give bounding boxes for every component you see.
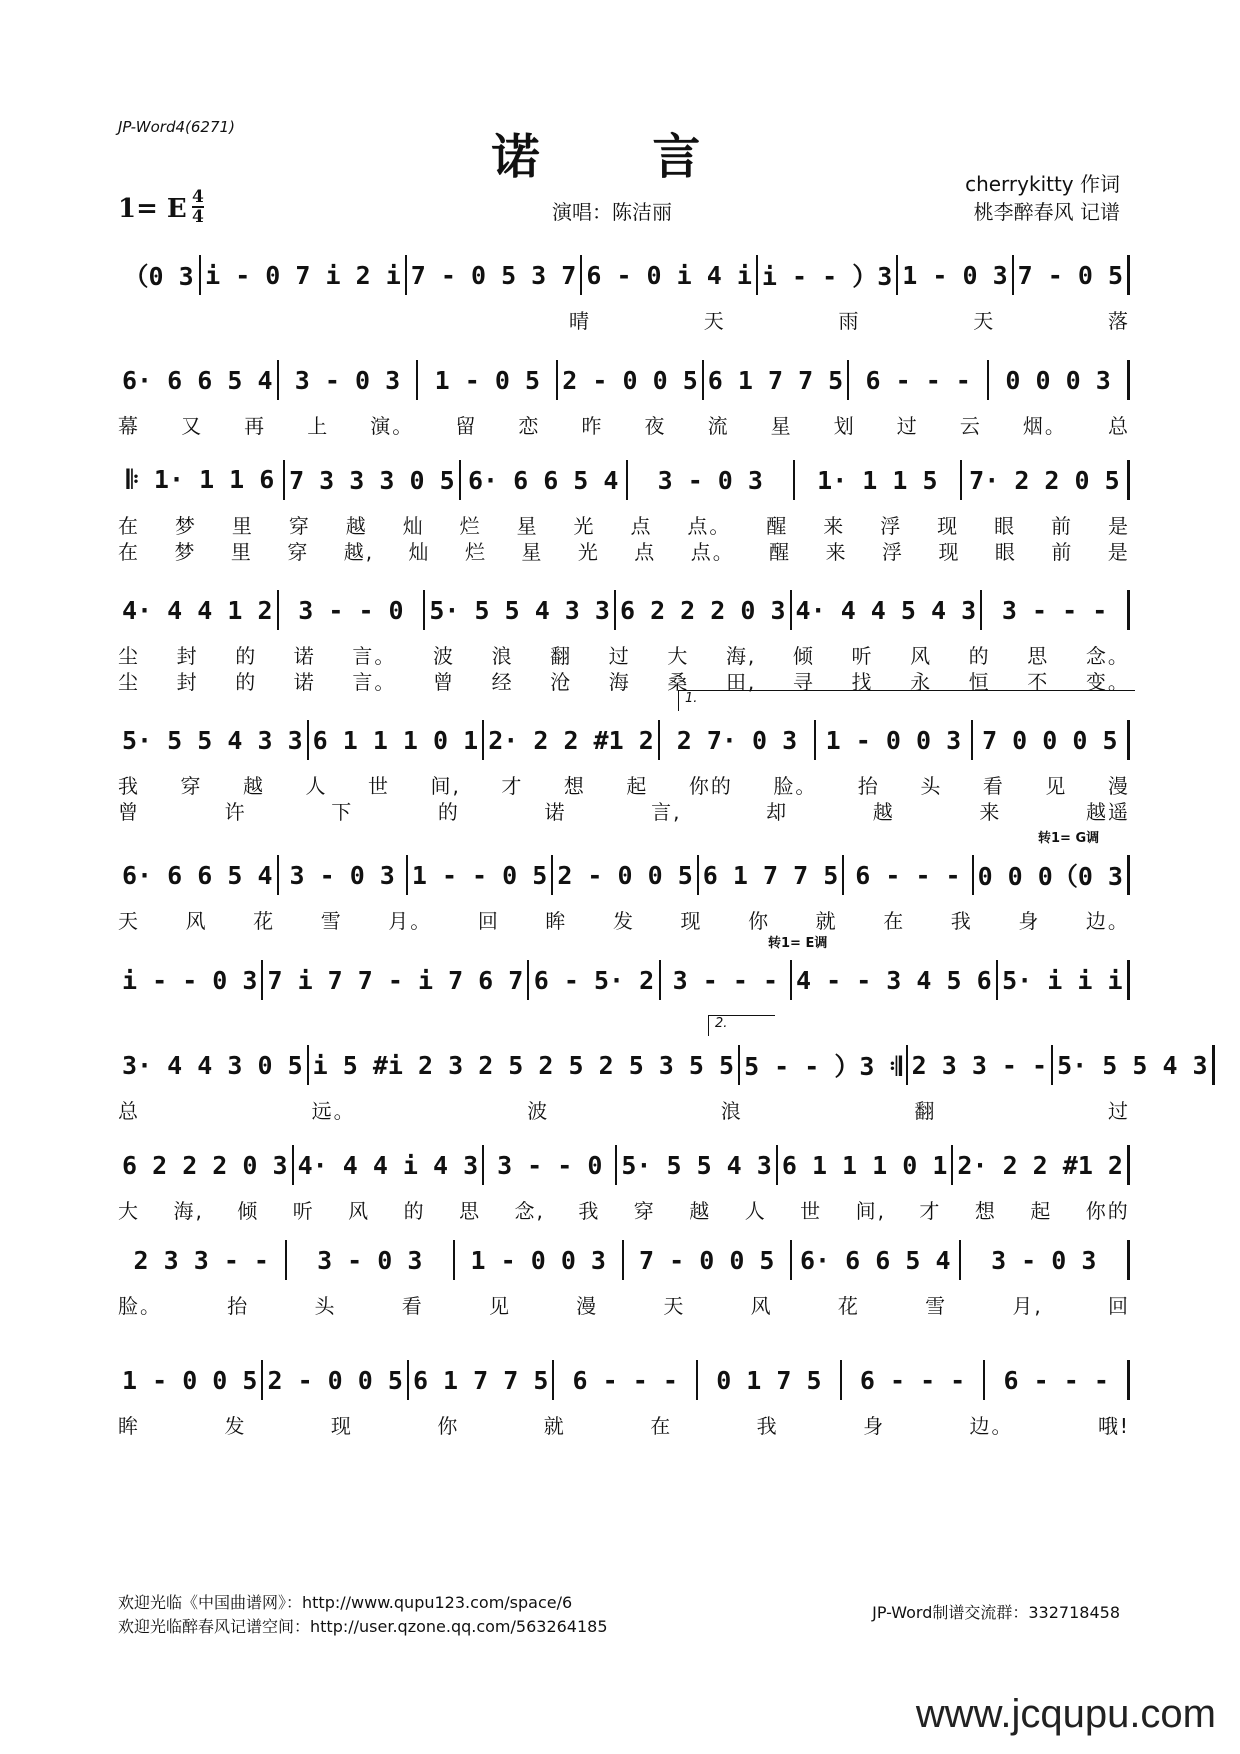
lyric-syllable: 就 <box>543 1414 566 1438</box>
lyric-syllable: 变。 <box>1085 670 1130 694</box>
measure: 3 - 0 3 <box>961 1240 1131 1280</box>
volta-bracket: 2. <box>708 1015 775 1036</box>
lyric-line-1 <box>118 1410 1130 1439</box>
lyric-syllable: 头 <box>920 774 943 798</box>
lyric-syllable: 你的 <box>1085 1199 1130 1223</box>
lyric-syllable: 浪 <box>720 1099 743 1123</box>
lyric-syllable: 恋 <box>518 414 541 438</box>
lyric-syllable: 穿 <box>180 774 203 798</box>
lyric-syllable: 倾 <box>237 1199 260 1223</box>
lyric-syllable: 点 <box>630 514 653 538</box>
footer-link-1: 欢迎光临《中国曲谱网》：http://www.qupu123.com/space/6 <box>118 1593 573 1612</box>
lyric-syllable: 天 <box>973 309 996 333</box>
lyric-syllable: 天 <box>663 1294 686 1318</box>
lyric-syllable: 眸 <box>545 909 568 933</box>
measure: 5· 5 5 4 3 3 <box>118 720 309 760</box>
measure: 0 0 0（0 3 <box>974 855 1130 895</box>
lyric-syllable: 间, <box>430 774 461 798</box>
lyric-syllable: 起 <box>626 774 649 798</box>
measure: 7 0 0 0 5 <box>973 720 1130 760</box>
modulation-mark: 转1= E调 <box>768 936 828 951</box>
footer-link-2: 欢迎光临醉春风记谱空间：http://user.qzone.qq.com/563264185 <box>118 1617 608 1636</box>
lyric-syllable: 过 <box>896 414 919 438</box>
measure: 7 3 3 3 0 5 <box>285 460 461 500</box>
lyric-syllable: 波 <box>527 1099 550 1123</box>
lyric-syllable: 烂 <box>459 514 482 538</box>
lyric-syllable: 回 <box>477 909 500 933</box>
measure: 2 3 3 - - <box>908 1045 1053 1085</box>
lyric-syllable: 发 <box>612 909 635 933</box>
lyric-line-1 <box>118 1095 1130 1124</box>
lyric-syllable: 见 <box>1045 774 1068 798</box>
measure: 6· 6 6 5 4 <box>118 360 279 400</box>
measure: 3 - - - <box>982 590 1130 630</box>
measure: 2 - 0 0 5 <box>558 360 703 400</box>
lyric-syllable: 大 <box>118 1199 140 1223</box>
lyric-syllable: 风 <box>750 1294 773 1318</box>
lyric-syllable: 越 <box>689 1199 712 1223</box>
footer-group: JP-Word制谱交流群：332718458 <box>872 1603 1120 1622</box>
measure: 2· 2 2 #1 2 <box>484 720 660 760</box>
lyric-syllable: 沧 <box>550 670 573 694</box>
lyric-syllable: 身 <box>1018 909 1041 933</box>
arranger-credit: 桃李醉春风 记谱 <box>973 200 1120 224</box>
lyric-syllable: 在 <box>650 1414 673 1438</box>
measure: 1 - 0 0 3 <box>455 1240 624 1280</box>
measure: 0 1 7 5 <box>698 1360 842 1400</box>
lyric-syllable: 经 <box>491 670 514 694</box>
lyric-syllable: 思 <box>1027 644 1050 668</box>
lyric-line-2 <box>118 796 1130 825</box>
lyric-syllable: 漫 <box>576 1294 599 1318</box>
lyric-syllable: 点。 <box>690 540 735 564</box>
notation-line <box>118 960 1130 1000</box>
lyric-syllable: 人 <box>744 1199 767 1223</box>
lyric-syllable: 就 <box>815 909 838 933</box>
measure: 6 2 2 2 0 3 <box>616 590 792 630</box>
measure: 2 3 3 - - <box>118 1240 287 1280</box>
lyric-line-1 <box>118 410 1130 439</box>
lyric-syllable: 封 <box>176 670 199 694</box>
lyric-syllable: 下 <box>331 800 354 824</box>
lyric-syllable: 点。 <box>687 514 732 538</box>
lyric-syllable: 晴 <box>569 309 591 333</box>
lyric-syllable: 看 <box>982 774 1005 798</box>
lyric-line-1 <box>118 770 1130 799</box>
lyric-syllable: 再 <box>244 414 267 438</box>
measure: 3 - 0 3 <box>279 855 408 895</box>
lyric-syllable: 边。 <box>969 1414 1014 1438</box>
lyric-syllable: 夜 <box>644 414 667 438</box>
lyric-syllable: 言。 <box>352 644 397 668</box>
measure: 5· 5 5 4 3 <box>617 1145 778 1185</box>
lyric-syllable: 永 <box>910 670 933 694</box>
lyric-syllable: 越 <box>872 800 895 824</box>
lyric-syllable: 发 <box>224 1414 247 1438</box>
lyric-syllable: 又 <box>181 414 204 438</box>
lyric-syllable: 灿 <box>402 514 425 538</box>
lyric-syllable: 起 <box>1030 1199 1053 1223</box>
measure: （0 3 <box>118 255 201 295</box>
notation-line <box>118 460 1130 500</box>
measure: 4· 4 4 i 4 3 <box>294 1145 485 1185</box>
lyric-syllable: 演。 <box>370 414 415 438</box>
lyric-line-1 <box>118 510 1130 539</box>
measure: 6 - - - <box>554 1360 698 1400</box>
measure: 6 1 1 1 0 1 <box>309 720 485 760</box>
lyric-syllable: 想 <box>974 1199 997 1223</box>
lyric-syllable: 间, <box>855 1199 886 1223</box>
lyricist-credit: cherrykitty 作词 <box>965 172 1120 196</box>
measure: 6 - 0 i 4 i <box>582 255 758 295</box>
lyric-syllable: 尘 <box>118 670 140 694</box>
measure: 6 1 7 7 5 <box>409 1360 554 1400</box>
lyric-syllable: 风 <box>185 909 208 933</box>
lyric-syllable: 灿 <box>408 540 431 564</box>
lyric-syllable: 前 <box>1051 540 1074 564</box>
measure: 1 - 0 0 5 <box>118 1360 263 1400</box>
measure: 3· 4 4 3 0 5 <box>118 1045 309 1085</box>
song-title: 诺 言 <box>491 129 749 185</box>
lyric-syllable: 许 <box>224 800 247 824</box>
lyric-syllable: 抬 <box>857 774 880 798</box>
lyric-syllable: 越, <box>343 540 375 564</box>
lyric-syllable: 你 <box>748 909 771 933</box>
lyric-syllable: 身 <box>863 1414 886 1438</box>
measure: 2 - 0 0 5 <box>263 1360 408 1400</box>
notation-line <box>118 255 1130 295</box>
lyric-syllable: 前 <box>1051 514 1073 538</box>
measure: i 5 #i 2 3 2 5 2 5 2 5 3 5 5 <box>309 1045 740 1085</box>
lyric-syllable: 却 <box>766 800 789 824</box>
measure: 7 - 0 0 5 <box>624 1240 793 1280</box>
measure: 4 - - 3 4 5 6 <box>792 960 998 1000</box>
lyric-syllable: 才 <box>501 774 524 798</box>
measure: 2 7· 0 3 <box>660 720 816 760</box>
lyric-line-1 <box>118 305 1130 334</box>
lyric-syllable: 我 <box>756 1414 779 1438</box>
lyric-syllable: 诺 <box>293 644 316 668</box>
lyric-syllable: 言, <box>651 800 682 824</box>
lyric-syllable: 的 <box>235 670 258 694</box>
lyric-syllable: 总 <box>118 1099 140 1123</box>
lyric-syllable: 星 <box>521 540 544 564</box>
lyric-syllable: 现 <box>680 909 703 933</box>
lyric-syllable: 现 <box>938 540 961 564</box>
lyric-syllable: 才 <box>919 1199 942 1223</box>
lyric-syllable: 风 <box>348 1199 371 1223</box>
lyric-syllable: 曾 <box>118 800 140 824</box>
measure: 1 - 0 3 <box>898 255 1013 295</box>
measure: 3 - - 0 <box>279 590 426 630</box>
lyric-syllable: 找 <box>851 670 874 694</box>
lyric-syllable: 穿 <box>633 1199 656 1223</box>
measure: 6· 6 6 5 4 <box>792 1240 961 1280</box>
lyric-syllable: 听 <box>851 644 874 668</box>
lyric-syllable: 昨 <box>581 414 604 438</box>
measure: 0 0 0 3 <box>989 360 1130 400</box>
lyric-syllable: 云 <box>959 414 982 438</box>
lyric-syllable: 划 <box>833 414 856 438</box>
lyric-syllable: 看 <box>401 1294 424 1318</box>
lyric-syllable: 天 <box>703 309 726 333</box>
lyric-line-1 <box>118 1195 1130 1224</box>
lyric-syllable: 星 <box>516 514 539 538</box>
notation-line <box>118 1045 1208 1085</box>
lyric-syllable: 花 <box>837 1294 860 1318</box>
lyric-syllable: 浪 <box>491 644 514 668</box>
measure: 6· 6 6 5 4 <box>461 460 628 500</box>
measure: 6 1 7 7 5 <box>704 360 849 400</box>
lyric-syllable: 烟。 <box>1022 414 1067 438</box>
lyric-syllable: 烂 <box>464 540 487 564</box>
lyric-syllable: 人 <box>305 774 328 798</box>
lyric-syllable: 点 <box>634 540 657 564</box>
lyric-syllable: 光 <box>577 540 600 564</box>
lyric-syllable: 过 <box>1107 1099 1130 1123</box>
measure: 5 - - ）3 𝄇 <box>740 1045 908 1085</box>
time-signature-bottom: 4 <box>192 207 204 227</box>
measure: 6 - - - <box>849 360 989 400</box>
lyric-syllable: 雨 <box>838 309 861 333</box>
lyric-syllable: 回 <box>1107 1294 1130 1318</box>
lyric-syllable: 现 <box>330 1414 353 1438</box>
lyric-syllable: 留 <box>455 414 478 438</box>
notation-line <box>118 1145 1130 1185</box>
lyric-syllable: 月, <box>1012 1294 1043 1318</box>
measure: 2 - 0 0 5 <box>553 855 698 895</box>
measure: 6 - - - <box>985 1360 1130 1400</box>
lyric-syllable: 倾 <box>792 644 815 668</box>
measure: 4· 4 4 5 4 3 <box>792 590 983 630</box>
lyric-syllable: 是 <box>1107 540 1130 564</box>
measure: 1 - 0 0 3 <box>816 720 972 760</box>
lyric-syllable: 眼 <box>994 540 1017 564</box>
lyric-line-2 <box>118 536 1130 565</box>
lyric-syllable: 诺 <box>544 800 567 824</box>
measure: 6 - 5· 2 <box>529 960 660 1000</box>
notation-line <box>118 1360 1130 1400</box>
lyric-syllable: 花 <box>253 909 276 933</box>
measure: 5· i i i <box>998 960 1130 1000</box>
lyric-syllable: 思 <box>459 1199 482 1223</box>
lyric-line-1 <box>118 1290 1130 1319</box>
lyric-syllable: 边。 <box>1085 909 1130 933</box>
lyric-syllable: 是 <box>1107 514 1130 538</box>
notation-line <box>118 720 1130 760</box>
lyric-syllable: 的 <box>403 1199 426 1223</box>
lyric-syllable: 海, <box>173 1199 204 1223</box>
measure: 7· 2 2 0 5 <box>962 460 1130 500</box>
key-signature: 1= E <box>118 194 187 224</box>
lyric-syllable: 越 <box>345 514 368 538</box>
modulation-mark: 转1= G调 <box>1038 831 1100 846</box>
lyric-syllable: 总 <box>1107 414 1130 438</box>
lyric-syllable: 田, <box>725 670 757 694</box>
lyric-syllable: 上 <box>307 414 330 438</box>
lyric-syllable: 大 <box>667 644 690 668</box>
lyric-syllable: 诺 <box>293 670 316 694</box>
measure: 3 - 0 3 <box>628 460 795 500</box>
lyric-syllable: 眸 <box>118 1414 140 1438</box>
lyric-syllable: 我 <box>118 774 140 798</box>
notation-line <box>118 360 1130 400</box>
lyric-syllable: 念, <box>514 1199 545 1223</box>
measure: 5· 5 5 4 3 <box>1053 1045 1215 1085</box>
measure: 7 i 7 7 - i 7 6 7 <box>263 960 529 1000</box>
measure: 4· 4 4 1 2 <box>118 590 279 630</box>
measure: 𝄆 1· 1 1 6 <box>118 460 285 500</box>
measure: 7 - 0 5 3 7 <box>407 255 583 295</box>
lyric-syllable: 浮 <box>880 514 903 538</box>
lyric-syllable: 尘 <box>118 644 140 668</box>
measure: 6· 6 6 5 4 <box>118 855 279 895</box>
measure: 3 - 0 3 <box>287 1240 456 1280</box>
lyric-syllable: 你 <box>437 1414 460 1438</box>
lyric-syllable: 远。 <box>311 1099 356 1123</box>
measure: 6 1 7 7 5 <box>699 855 844 895</box>
lyric-syllable: 头 <box>314 1294 337 1318</box>
lyric-syllable: 醒 <box>769 540 792 564</box>
lyric-syllable: 见 <box>488 1294 511 1318</box>
lyric-syllable: 在 <box>118 514 140 538</box>
time-signature-top: 4 <box>192 187 204 207</box>
lyric-syllable: 漫 <box>1107 774 1130 798</box>
measure: i - - ）3 <box>758 255 898 295</box>
measure: 6 1 1 1 0 1 <box>778 1145 954 1185</box>
measure: 7 - 0 5 <box>1014 255 1130 295</box>
notation-line <box>118 1240 1130 1280</box>
measure: 1 - - 0 5 <box>408 855 553 895</box>
lyric-syllable: 听 <box>292 1199 315 1223</box>
lyric-syllable: 封 <box>176 644 199 668</box>
watermark: www.jcqupu.com <box>915 1692 1216 1736</box>
volta-bracket: 1. <box>678 690 1135 711</box>
lyric-syllable: 在 <box>118 540 140 564</box>
lyric-syllable: 穿 <box>288 514 311 538</box>
lyric-syllable: 世 <box>800 1199 823 1223</box>
lyric-syllable: 风 <box>910 644 933 668</box>
lyric-syllable: 雪 <box>320 909 343 933</box>
lyric-syllable: 的 <box>235 644 258 668</box>
measure: 2· 2 2 #1 2 <box>953 1145 1130 1185</box>
lyric-syllable: 来 <box>979 800 1002 824</box>
lyric-syllable: 寻 <box>792 670 815 694</box>
lyric-syllable: 雪 <box>925 1294 948 1318</box>
lyric-syllable: 来 <box>825 540 848 564</box>
measure: 5· 5 5 4 3 3 <box>425 590 616 630</box>
measure: i - - 0 3 <box>118 960 263 1000</box>
notation-line <box>118 590 1130 630</box>
lyric-syllable: 抬 <box>227 1294 250 1318</box>
lyric-syllable: 穿 <box>287 540 310 564</box>
lyric-syllable: 想 <box>563 774 586 798</box>
lyric-syllable: 光 <box>573 514 596 538</box>
measure: 6 - - - <box>844 855 973 895</box>
lyric-syllable: 哦! <box>1097 1414 1130 1438</box>
lyric-syllable: 我 <box>578 1199 601 1223</box>
lyric-syllable: 我 <box>950 909 973 933</box>
lyric-syllable: 天 <box>118 909 140 933</box>
lyric-syllable: 越 <box>243 774 265 798</box>
lyric-syllable: 醒 <box>766 514 789 538</box>
measure: 3 - - - <box>661 960 792 1000</box>
lyric-syllable: 里 <box>231 514 254 538</box>
lyric-syllable: 星 <box>770 414 793 438</box>
lyric-syllable: 翻 <box>550 644 573 668</box>
lyric-syllable: 浮 <box>882 540 905 564</box>
lyric-syllable: 脸。 <box>773 774 818 798</box>
lyric-syllable: 里 <box>230 540 253 564</box>
lyric-syllable: 的 <box>968 644 991 668</box>
lyric-syllable: 的 <box>437 800 460 824</box>
measure: 1· 1 1 5 <box>795 460 962 500</box>
lyric-syllable: 你的 <box>688 774 733 798</box>
measure: 3 - - 0 <box>484 1145 617 1185</box>
lyric-syllable: 海, <box>725 644 757 668</box>
lyric-syllable: 脸。 <box>118 1294 162 1318</box>
lyric-syllable: 波 <box>432 644 455 668</box>
lyric-syllable: 桑 <box>667 670 690 694</box>
lyric-syllable: 梦 <box>174 514 197 538</box>
lyric-syllable: 在 <box>883 909 906 933</box>
lyric-syllable: 流 <box>707 414 730 438</box>
lyric-syllable: 恒 <box>968 670 991 694</box>
software-label: JP-Word4(6271) <box>118 118 235 136</box>
notation-line <box>118 855 1130 895</box>
measure: 6 - - - <box>842 1360 986 1400</box>
lyric-syllable: 海 <box>608 670 631 694</box>
lyric-syllable: 翻 <box>914 1099 937 1123</box>
lyric-syllable: 来 <box>823 514 846 538</box>
measure: 6 2 2 2 0 3 <box>118 1145 294 1185</box>
measure: 1 - 0 5 <box>418 360 558 400</box>
lyric-syllable: 月。 <box>388 909 433 933</box>
lyric-syllable: 不 <box>1027 670 1050 694</box>
lyric-syllable: 落 <box>1108 309 1130 333</box>
lyric-syllable: 言。 <box>352 670 397 694</box>
lyric-syllable: 曾 <box>432 670 455 694</box>
lyric-syllable: 眼 <box>994 514 1017 538</box>
time-signature <box>192 188 204 226</box>
lyric-line-1 <box>118 905 1130 934</box>
lyric-line-1 <box>118 640 1130 669</box>
lyric-syllable: 现 <box>937 514 960 538</box>
lyric-syllable: 梦 <box>174 540 197 564</box>
lyric-syllable: 过 <box>608 644 631 668</box>
measure: i - 0 7 i 2 i <box>201 255 407 295</box>
lyric-syllable: 越遥 <box>1085 800 1130 824</box>
lyric-syllable: 幕 <box>118 414 140 438</box>
measure: 3 - 0 3 <box>279 360 419 400</box>
lyric-syllable: 念。 <box>1085 644 1130 668</box>
lyric-syllable: 世 <box>368 774 390 798</box>
singer-credit: 演唱：陈洁丽 <box>552 200 672 224</box>
